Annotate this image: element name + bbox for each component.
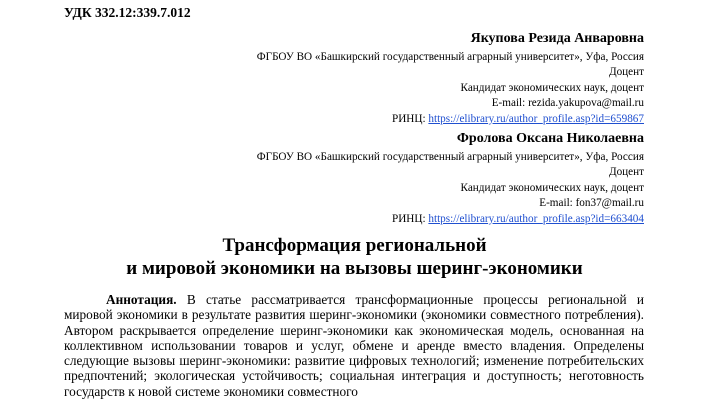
author-affiliation: ФГБОУ ВО «Башкирский государственный аграрный университет», Уфа, Россия	[256, 51, 644, 63]
author-affiliation: ФГБОУ ВО «Башкирский государственный аграрный университет», Уфа, Россия	[256, 151, 644, 163]
author-degree: Кандидат экономических наук, доцент	[460, 181, 644, 194]
rinc-label: РИНЦ:	[392, 212, 429, 225]
udk-code: УДК 332.12:339.7.012	[64, 5, 191, 20]
rinc-profile-link[interactable]: https://elibrary.ru/author_profile.asp?id=663404	[428, 212, 644, 225]
abstract-paragraph	[64, 292, 644, 399]
article-title	[0, 234, 709, 280]
author-block	[257, 130, 644, 227]
author-name: Якупова Резида Анваровна	[470, 31, 644, 46]
abstract-label: Аннотация.	[106, 292, 177, 307]
author-rinc	[257, 112, 644, 127]
author-rinc	[257, 212, 644, 227]
abstract-text: В статье рассматривается трансформационные процессы региональной и мировой экономики в результате развития шеринг-экономики (экономики совместного потребления). Автором раскрывается определение шеринг-экономики как экономическая модель, основанная на коллективном использовании товаров и услуг, обмене и аренде вместо владения. Определены следующие вызовы шеринг-экономики: развитие цифровых технологий; изменение потребительских предпочтений; экологическая устойчивость; социальная интеграция и доступность; неготовность государств к новой системе экономики совместного	[64, 292, 644, 399]
rinc-profile-link[interactable]: https://elibrary.ru/author_profile.asp?id=659867	[428, 112, 644, 125]
title-line: и мировой экономики на вызовы шеринг-экономики	[126, 258, 583, 279]
author-name: Фролова Оксана Николаевна	[456, 131, 644, 146]
author-email: E-mail: fon37@mail.ru	[539, 197, 644, 210]
author-position: Доцент	[608, 66, 644, 79]
author-position: Доцент	[608, 166, 644, 179]
author-block	[257, 30, 644, 127]
author-degree: Кандидат экономических наук, доцент	[460, 81, 644, 94]
abstract	[64, 292, 644, 399]
rinc-label: РИНЦ:	[392, 112, 429, 125]
author-email: E-mail: rezida.yakupova@mail.ru	[491, 97, 644, 110]
title-line: Трансформация региональной	[222, 235, 487, 256]
